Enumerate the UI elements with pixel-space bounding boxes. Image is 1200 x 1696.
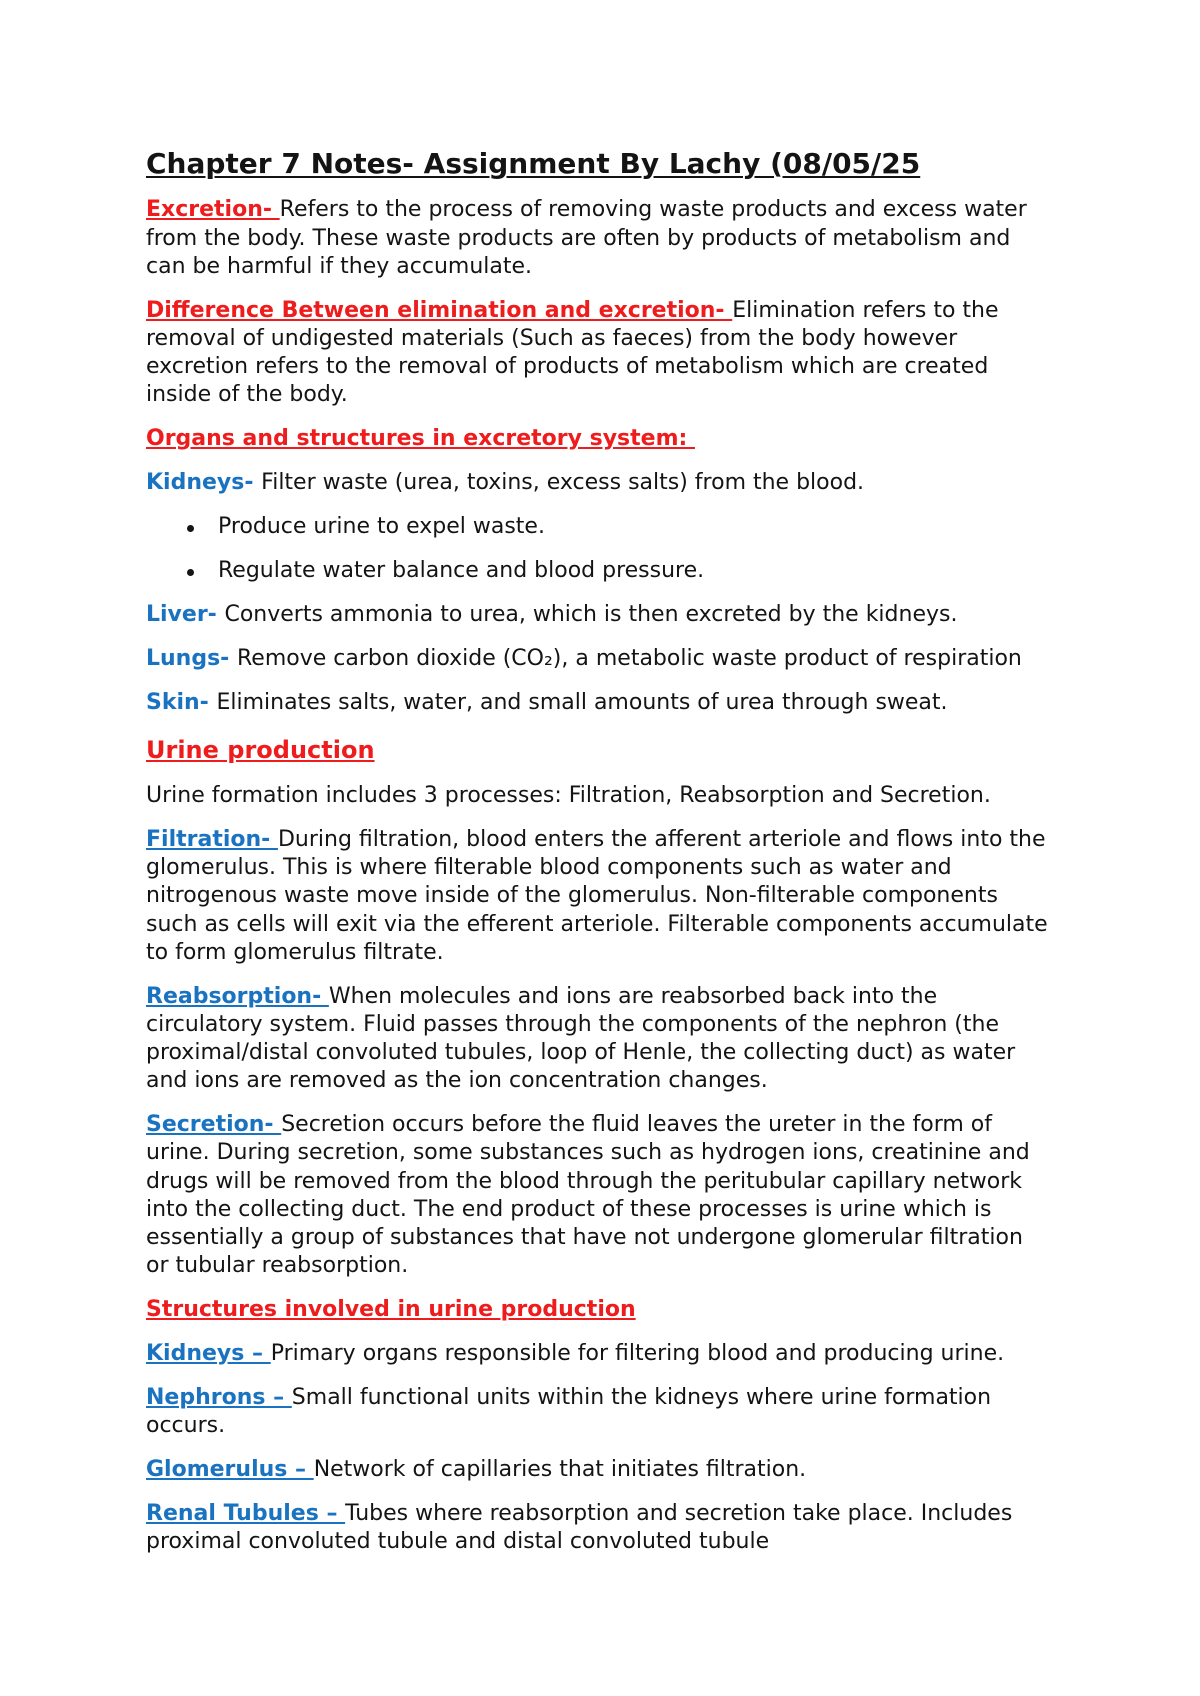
structure-glomerulus: [146, 1456, 1066, 1484]
definition-text: Refers to the process of removing waste products and excess water: [279, 197, 1027, 223]
text-line: [146, 854, 1066, 882]
definition-text: Network of capillaries that initiates filtration.: [313, 1457, 807, 1483]
text-line: [146, 1412, 1066, 1440]
definition-text: nitrogenous waste move inside of the glomerulus. Non-filterable components: [146, 883, 998, 909]
definition-text: Converts ammonia to urea, which is then excreted by the kidneys.: [224, 602, 958, 628]
bullet-icon: [187, 525, 194, 532]
bullet-text: Produce urine to expel waste.: [218, 514, 545, 540]
definition-text: proximal/distal convoluted tubules, loop of Henle, the collecting duct) as water: [146, 1040, 1016, 1066]
term-label-liver: Liver-: [146, 602, 225, 628]
structure-renal-tubules: [146, 1500, 1066, 1556]
section-heading-structures: [146, 1296, 1066, 1324]
paragraph-difference: [146, 297, 1066, 410]
title-line: [146, 147, 1066, 181]
text-line: [146, 1224, 1066, 1252]
text-line: [146, 1139, 1066, 1167]
definition-text: proximal convoluted tubule and distal convoluted tubule: [146, 1529, 770, 1555]
definition-text: excretion refers to the removal of products of metabolism which are created: [146, 354, 989, 380]
section-heading-organs: [146, 425, 1066, 453]
definition-text: circulatory system. Fluid passes through the components of the nephron (the: [146, 1011, 999, 1037]
text-line: [146, 911, 1066, 939]
definition-text: from the body. These waste products are often by products of metabolism and: [146, 225, 1011, 251]
heading-line: [146, 733, 1066, 767]
term-label-lungs: Lungs-: [146, 646, 237, 672]
bullet-icon: [187, 569, 194, 576]
definition-text: Filter waste (urea, toxins, excess salts) from the blood.: [261, 470, 865, 496]
definition-text: occurs.: [146, 1413, 226, 1439]
term-label-glomerulus: Glomerulus –: [146, 1457, 314, 1483]
bullet-item: [146, 557, 1066, 585]
definition-text: glomerulus. This is where filterable blood components such as water and: [146, 855, 952, 881]
text-line: [146, 297, 1066, 325]
text-line: [146, 782, 1066, 810]
text-line: [146, 1340, 1066, 1368]
definition-text: urine. During secretion, some substances such as hydrogen ions, creatinine and: [146, 1140, 1030, 1166]
section-heading-urine: [146, 733, 1066, 767]
text-line: [146, 601, 1066, 629]
paragraph-excretion: [146, 196, 1066, 281]
structure-kidneys: [146, 1340, 1066, 1368]
term-label-nephrons: Nephrons –: [146, 1385, 292, 1411]
bullet-text: Regulate water balance and blood pressure.: [218, 558, 705, 584]
definition-text: When molecules and ions are reabsorbed back into the: [328, 983, 938, 1009]
organ-liver: [146, 601, 1066, 629]
term-label-secretion: Secretion-: [146, 1112, 282, 1138]
text-line: [146, 557, 1066, 585]
definition-text: Small functional units within the kidneys where urine formation: [291, 1385, 992, 1411]
definition-text: essentially a group of substances that have not undergone glomerular filtration: [146, 1225, 1023, 1250]
organ-lungs: [146, 645, 1066, 673]
organ-skin: [146, 689, 1066, 717]
text-line: [146, 1528, 1066, 1556]
text-line: [146, 253, 1066, 281]
definition-text: such as cells will exit via the efferent arteriole. Filterable components accumulate: [146, 911, 1048, 937]
text-line: [146, 1500, 1066, 1528]
bullet-item: [146, 513, 1066, 541]
text-line: [146, 1252, 1066, 1280]
definition-text: removal of undigested materials (Such as faeces) from the body however: [146, 325, 958, 351]
definition-text: Eliminates salts, water, and small amounts of urea through sweat.: [216, 690, 948, 716]
urine-heading-text: Urine production: [146, 736, 375, 765]
text-line: [146, 469, 1066, 497]
text-line: [146, 1067, 1066, 1095]
text-line: [146, 1456, 1066, 1484]
definition-text: inside of the body.: [146, 382, 348, 408]
definition-text: drugs will be removed from the blood through the peritubular capillary network: [146, 1168, 1022, 1194]
definition-text: Remove carbon dioxide (CO₂), a metabolic waste product of respiration: [236, 646, 1022, 672]
structure-nephrons: [146, 1384, 1066, 1440]
term-label-excretion: Excretion-: [146, 197, 280, 223]
text-line: [146, 1011, 1066, 1039]
text-line: [146, 1039, 1066, 1067]
text-line: [146, 1111, 1066, 1139]
term-label-renal-tubules: Renal Tubules –: [146, 1501, 346, 1527]
text-line: [146, 1196, 1066, 1224]
paragraph-urine-intro: [146, 782, 1066, 810]
definition-text: and ions are removed as the ion concentration changes.: [146, 1068, 768, 1094]
term-label-difference: Difference Between elimination and excretion-: [146, 297, 733, 323]
term-label-filtration: Filtration-: [146, 826, 278, 852]
text-line: [146, 645, 1066, 673]
process-filtration: [146, 826, 1066, 967]
organs-heading-text: Organs and structures in excretory system:: [146, 426, 695, 452]
heading-line: [146, 425, 1066, 453]
process-secretion: [146, 1111, 1066, 1280]
process-reabsorption: [146, 983, 1066, 1096]
text-line: [146, 826, 1066, 854]
document-title: Chapter 7 Notes- Assignment By Lachy (08/05/25: [146, 146, 921, 180]
structures-heading-text: Structures involved in urine production: [146, 1297, 636, 1323]
definition-text: Secretion occurs before the fluid leaves the ureter in the form of: [281, 1112, 993, 1138]
definition-text: Tubes where reabsorption and secretion take place. Includes: [345, 1501, 1013, 1527]
definition-text: During filtration, blood enters the afferent arteriole and flows into the: [277, 826, 1046, 852]
definition-text: into the collecting duct. The end product of these processes is urine which is: [146, 1196, 992, 1222]
term-label-skin: Skin-: [146, 690, 217, 716]
definition-text: to form glomerulus filtrate.: [146, 939, 444, 965]
organ-kidneys: [146, 469, 1066, 497]
term-label-reabsorption: Reabsorption-: [146, 983, 329, 1009]
text-line: [146, 196, 1066, 224]
term-label-kidneys-structure: Kidneys –: [146, 1341, 271, 1367]
text-line: [146, 325, 1066, 353]
text-line: [146, 513, 1066, 541]
definition-text: Primary organs responsible for filtering blood and producing urine.: [270, 1341, 1005, 1367]
text-line: [146, 983, 1066, 1011]
intro-text: Urine formation includes 3 processes: Filtration, Reabsorption and Secretion.: [146, 782, 991, 808]
text-line: [146, 353, 1066, 381]
text-line: [146, 225, 1066, 253]
text-line: [146, 1384, 1066, 1412]
text-line: [146, 882, 1066, 910]
definition-text: can be harmful if they accumulate.: [146, 253, 533, 279]
definition-text: or tubular reabsorption.: [146, 1253, 409, 1279]
text-line: [146, 1168, 1066, 1196]
text-line: [146, 689, 1066, 717]
text-line: [146, 381, 1066, 409]
document-body: [146, 147, 1066, 1573]
text-line: [146, 939, 1066, 967]
term-label-kidneys: Kidneys-: [146, 470, 262, 496]
heading-line: [146, 1296, 1066, 1324]
definition-text: Elimination refers to the: [732, 297, 999, 323]
